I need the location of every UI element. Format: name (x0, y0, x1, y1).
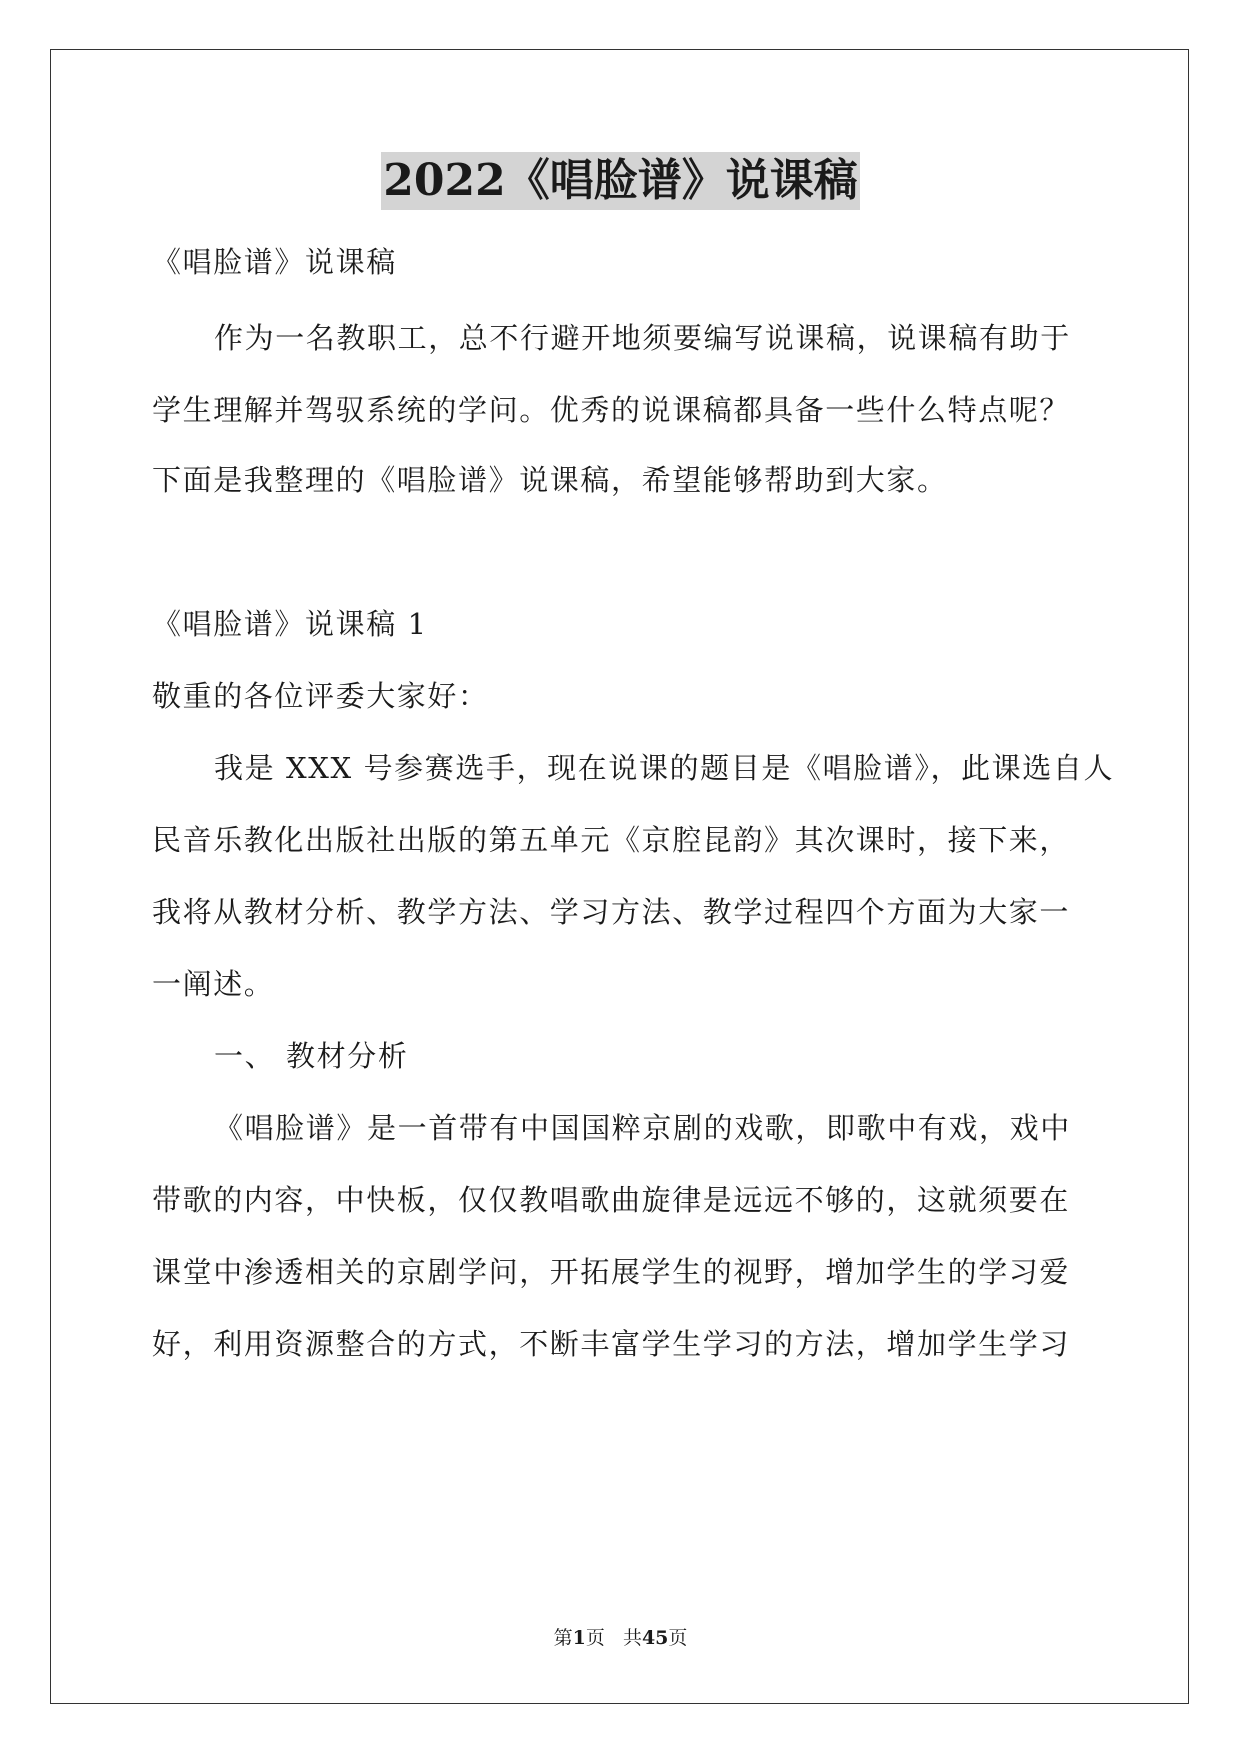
subtitle-line: 《唱脸谱》说课稿 (152, 245, 397, 279)
paragraph-line: 好，利用资源整合的方式，不断丰富学生学习的方法，增加学生学习 (152, 1327, 1071, 1361)
paragraph-line: 我将从教材分析、教学方法、学习方法、教学过程四个方面为大家一 (152, 895, 1071, 929)
paragraph-line: 一阐述。 (152, 967, 275, 1001)
footer-page-number: 1 (572, 1627, 586, 1649)
salutation-line: 敬重的各位评委大家好： (152, 679, 489, 713)
title-container (0, 152, 1241, 210)
paragraph-line: 作为一名教职工，总不行避开地须要编写说课稿，说课稿有助于 (214, 321, 1071, 355)
footer-page-total: 45 (641, 1627, 669, 1649)
paragraph-line: 民音乐教化出版社出版的第五单元《京腔昆韵》其次课时，接下来， (152, 823, 1071, 857)
paragraph-line: 下面是我整理的《唱脸谱》说课稿，希望能够帮助到大家。 (152, 463, 948, 497)
paragraph-line: 我是 XXX 号参赛选手，现在说课的题目是《唱脸谱》，此课选自人 (214, 751, 1115, 785)
footer-page-prefix: 第 (553, 1627, 573, 1649)
paragraph-line: 课堂中渗透相关的京剧学问，开拓展学生的视野，增加学生的学习爱 (152, 1255, 1071, 1289)
paragraph-line: 学生理解并驾驭系统的学问。优秀的说课稿都具备一些什么特点呢？ (152, 393, 1071, 427)
section-heading: 一、 教材分析 (214, 1039, 409, 1073)
page-footer (0, 1626, 1241, 1650)
footer-page-mid: 页 共 (585, 1627, 642, 1649)
page-border (50, 49, 1189, 1704)
paragraph-line: 带歌的内容，中快板，仅仅教唱歌曲旋律是远远不够的，这就须要在 (152, 1183, 1071, 1217)
footer-page-suffix: 页 (668, 1627, 688, 1649)
paragraph-line: 《唱脸谱》是一首带有中国国粹京剧的戏歌，即歌中有戏，戏中 (214, 1111, 1071, 1145)
document-title: 2022《唱脸谱》说课稿 (381, 152, 859, 210)
section-heading: 《唱脸谱》说课稿 1 (152, 607, 428, 641)
